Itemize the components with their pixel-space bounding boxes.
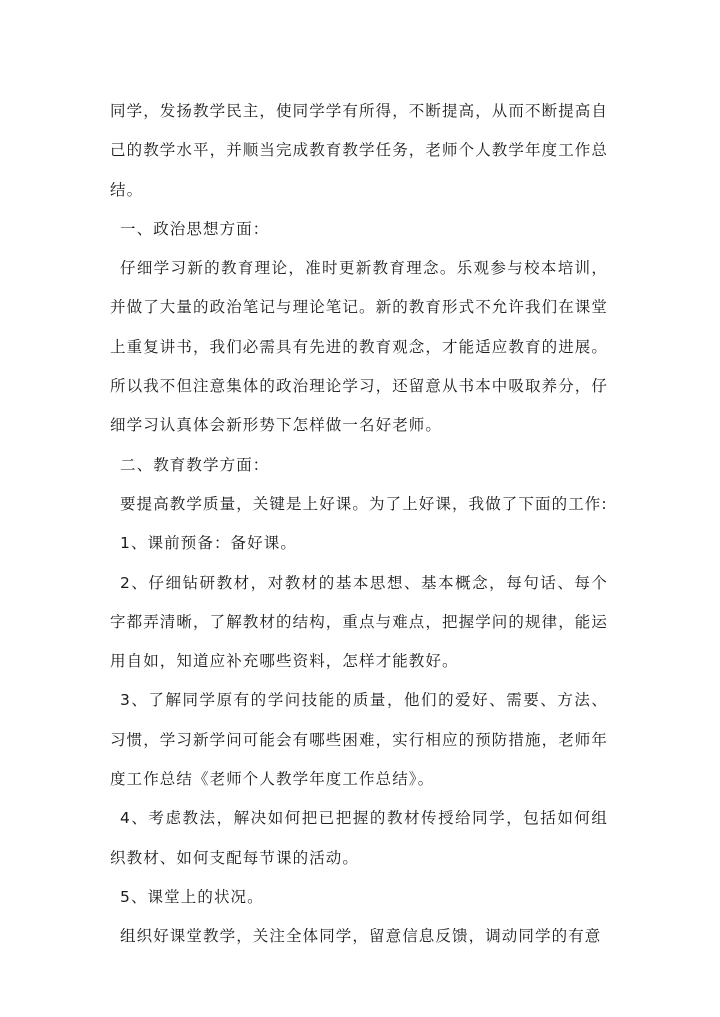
paragraph-classroom: 组织好课堂教学，关注全体同学，留意信息反馈，调动同学的有意 [120, 927, 602, 946]
list-item-4: 4、考虑教法，解决如何把已把握的教材传授给同学，包括如何组织教材、如何支配每节课的活动。 [110, 809, 608, 867]
paragraph-continuation: 同学，发扬教学民主，使同学学有所得，不断提高，从而不断提高自己的教学水平，并顺当完成教育教学任务，老师个人教学年度工作总结。 [110, 102, 609, 199]
document-body [110, 92, 608, 957]
paragraph-political: 仔细学习新的教育理论，准时更新教育理念。乐观参与校本培训，并做了大量的政治笔记与理论笔记。新的教育形式不允许我们在课堂上重复讲书，我们必需具有先进的教育观念，才能适应教育的进展。所以我不但注意集体的政治理论学习，还留意从书本中吸取养分，仔细学习认真体会新形势下怎样做一名好老师。 [110, 259, 609, 435]
section-heading-political: 一、政治思想方面： [120, 219, 270, 238]
list-item-3: 3、了解同学原有的学问技能的质量，他们的爱好、需要、方法、习惯，学习新学问可能会有哪些困难，实行相应的预防措施，老师年度工作总结《老师个人教学年度工作总结》。 [110, 691, 609, 789]
list-item-5: 5、课堂上的状况。 [120, 887, 264, 906]
list-item-2: 2、仔细钻研教材，对教材的基本思想、基本概念，每句话、每个字都弄清晰，了解教材的结构，重点与难点，把握学问的规律，能运用自如，知道应补充哪些资料，怎样才能教好。 [110, 573, 609, 671]
list-item-1: 1、课前预备：备好课。 [120, 534, 297, 553]
paragraph-teaching-intro: 要提高教学质量，关键是上好课。为了上好课，我做了下面的工作: [120, 494, 608, 513]
section-heading-teaching: 二、教育教学方面： [120, 455, 270, 474]
